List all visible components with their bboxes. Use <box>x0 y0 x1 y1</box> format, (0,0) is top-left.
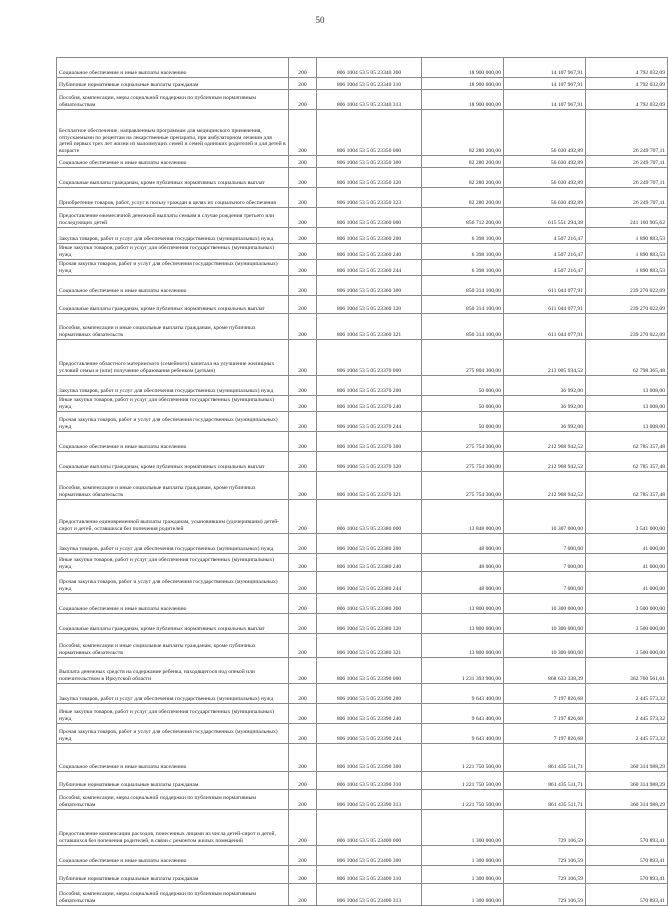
row-admin-code: 200 <box>289 78 317 90</box>
row-budget-code: 806 1004 53 5 05 23340 313 <box>317 90 422 110</box>
row-remainder-amount: 570 893,41 <box>586 884 668 906</box>
row-executed-amount: 36 992,00 <box>504 412 586 432</box>
table-row <box>57 846 668 866</box>
row-admin-code: 200 <box>289 846 317 866</box>
row-remainder-amount: 360 314 988,29 <box>586 790 668 810</box>
row-executed-amount: 7 000,00 <box>504 534 586 554</box>
table-row <box>57 500 668 534</box>
table-row <box>57 78 668 90</box>
table-row <box>57 432 668 452</box>
row-name: Предоставление компенсации расходов, понесенных лицами из числа детей-сирот и детей, оставшихся без попечения родителей, в связи с ремонтом жилых помещений <box>57 810 289 846</box>
row-remainder-amount: 1 890 883,53 <box>586 260 668 276</box>
row-executed-amount: 7 197 826,68 <box>504 684 586 704</box>
row-remainder-amount: 26 249 707,11 <box>586 156 668 168</box>
table-row <box>57 724 668 744</box>
row-name: Иные закупки товаров, работ и услуг для обеспечения государственных (муниципальных) нужд <box>57 554 289 572</box>
row-remainder-amount: 2 445 573,32 <box>586 684 668 704</box>
row-executed-amount: 14 107 967,91 <box>504 78 586 90</box>
row-executed-amount: 7 197 826,68 <box>504 724 586 744</box>
row-admin-code: 200 <box>289 188 317 208</box>
row-name: Предоставление областного материнского (семейного) капитала на улучшение жилищных условий семьи и (или) получение образования ребенком (детьми) <box>57 340 289 376</box>
row-admin-code: 200 <box>289 658 317 684</box>
row-remainder-amount: 13 008,00 <box>586 412 668 432</box>
row-name: Иные закупки товаров, работ и услуг для обеспечения государственных (муниципальных) нужд <box>57 244 289 260</box>
row-name: Социальное обеспечение и иные выплаты населению <box>57 594 289 614</box>
table-row <box>57 744 668 772</box>
row-admin-code: 200 <box>289 634 317 658</box>
row-budget-code: 806 1004 53 5 05 23390 240 <box>317 704 422 724</box>
row-name: Предоставление ежемесячной денежной выплаты семьям в случае рождения третьего или последующих детей <box>57 208 289 228</box>
row-planned-amount: 18 900 000,00 <box>422 90 504 110</box>
table-row <box>57 188 668 208</box>
row-planned-amount: 1 221 750 500,00 <box>422 790 504 810</box>
row-remainder-amount: 62 785 357,48 <box>586 472 668 500</box>
row-planned-amount: 48 000,00 <box>422 554 504 572</box>
row-admin-code: 200 <box>289 340 317 376</box>
row-executed-amount: 56 030 492,89 <box>504 188 586 208</box>
row-planned-amount: 18 900 000,00 <box>422 58 504 78</box>
row-planned-amount: 1 300 000,00 <box>422 866 504 884</box>
row-name: Приобретение товаров, работ, услуг в пользу граждан в целях их социального обеспечения <box>57 188 289 208</box>
row-remainder-amount: 26 249 707,11 <box>586 168 668 188</box>
row-admin-code: 200 <box>289 276 317 296</box>
row-budget-code: 806 1004 53 5 05 23390 313 <box>317 790 422 810</box>
row-name: Предоставление единовременной выплаты гражданам, усыновившим (удочерившим) детей-сирот и детей, оставшихся без попечения родителей <box>57 500 289 534</box>
row-remainder-amount: 41 000,00 <box>586 534 668 554</box>
row-budget-code: 806 1004 53 5 05 23370 240 <box>317 396 422 412</box>
row-executed-amount: 56 030 492,89 <box>504 168 586 188</box>
row-admin-code: 200 <box>289 90 317 110</box>
row-name: Публичные нормативные социальные выплаты гражданам <box>57 78 289 90</box>
page-number: 50 <box>315 15 325 25</box>
row-budget-code: 806 1004 53 5 05 23380 300 <box>317 594 422 614</box>
table-row <box>57 790 668 810</box>
row-planned-amount: 1 300 000,00 <box>422 810 504 846</box>
row-admin-code: 200 <box>289 554 317 572</box>
row-planned-amount: 850 314 100,00 <box>422 276 504 296</box>
row-planned-amount: 13 800 000,00 <box>422 614 504 634</box>
row-planned-amount: 9 643 400,00 <box>422 684 504 704</box>
row-budget-code: 806 1004 53 5 05 23360 240 <box>317 244 422 260</box>
row-admin-code: 200 <box>289 156 317 168</box>
row-budget-code: 806 1004 53 5 05 23400 000 <box>317 810 422 846</box>
row-name: Социальные выплаты гражданам, кроме публичных нормативных социальных выплат <box>57 168 289 188</box>
row-remainder-amount: 2 445 573,32 <box>586 704 668 724</box>
row-remainder-amount: 570 893,41 <box>586 846 668 866</box>
row-admin-code: 200 <box>289 396 317 412</box>
row-executed-amount: 4 507 216,47 <box>504 228 586 244</box>
table-row <box>57 208 668 228</box>
row-name: Закупка товаров, работ и услуг для обеспечения государственных (муниципальных) нужд <box>57 228 289 244</box>
row-name: Социальное обеспечение и иные выплаты населению <box>57 744 289 772</box>
row-admin-code: 200 <box>289 594 317 614</box>
row-remainder-amount: 62 785 357,48 <box>586 432 668 452</box>
row-budget-code: 806 1004 53 5 05 23390 310 <box>317 772 422 790</box>
row-budget-code: 806 1004 53 5 05 23400 310 <box>317 866 422 884</box>
row-admin-code: 200 <box>289 260 317 276</box>
table-row <box>57 452 668 472</box>
row-executed-amount: 56 030 492,89 <box>504 156 586 168</box>
row-planned-amount: 1 300 000,00 <box>422 884 504 906</box>
table-row <box>57 58 668 78</box>
row-name: Бесплатное обеспечение, направленным программам для медицинского применения, отпускаемыми по рецептам на лекарственные препараты, при амбулаторном лечении для детей первых трех лет жизни из малоимущих семей и семей одиноких родителей и для детей в возрасте <box>57 110 289 156</box>
table-row <box>57 260 668 276</box>
table-row <box>57 168 668 188</box>
row-budget-code: 806 1004 53 5 05 23340 300 <box>317 58 422 78</box>
row-executed-amount: 10 307 000,00 <box>504 500 586 534</box>
row-name: Социальное обеспечение и иные выплаты населению <box>57 156 289 168</box>
table-body <box>57 58 668 906</box>
row-name: Иные закупки товаров, работ и услуг для обеспечения государственных (муниципальных) нужд <box>57 396 289 412</box>
row-executed-amount: 611 044 077,91 <box>504 296 586 314</box>
row-name: Закупка товаров, работ и услуг для обеспечения государственных (муниципальных) нужд <box>57 684 289 704</box>
row-executed-amount: 861 435 511,71 <box>504 790 586 810</box>
row-executed-amount: 611 044 077,91 <box>504 314 586 340</box>
row-name: Социальные выплаты гражданам, кроме публичных нормативных социальных выплат <box>57 296 289 314</box>
row-name: Пособия, компенсации и иные социальные выплаты гражданам, кроме публичных нормативных обязательств <box>57 634 289 658</box>
row-budget-code: 806 1004 53 5 05 23390 000 <box>317 658 422 684</box>
row-remainder-amount: 3 500 000,00 <box>586 594 668 614</box>
row-name: Пособия, компенсации, меры социальной поддержки по публичным нормативным обязательствам <box>57 90 289 110</box>
row-executed-amount: 729 106,59 <box>504 884 586 906</box>
row-remainder-amount: 4 792 032,09 <box>586 78 668 90</box>
row-admin-code: 200 <box>289 452 317 472</box>
row-admin-code: 200 <box>289 884 317 906</box>
row-admin-code: 200 <box>289 704 317 724</box>
row-executed-amount: 729 106,59 <box>504 846 586 866</box>
row-name: Социальные выплаты гражданам, кроме публичных нормативных социальных выплат <box>57 614 289 634</box>
row-admin-code: 200 <box>289 534 317 554</box>
row-planned-amount: 50 000,00 <box>422 396 504 412</box>
table-row <box>57 594 668 614</box>
row-name: Прочая закупка товаров, работ и услуг для обеспечения государственных (муниципальных) нужд <box>57 412 289 432</box>
table-row <box>57 228 668 244</box>
row-planned-amount: 6 398 100,00 <box>422 244 504 260</box>
row-remainder-amount: 41 000,00 <box>586 572 668 594</box>
row-executed-amount: 611 044 077,91 <box>504 276 586 296</box>
row-remainder-amount: 13 008,00 <box>586 376 668 396</box>
row-remainder-amount: 241 160 905,62 <box>586 208 668 228</box>
row-admin-code: 200 <box>289 376 317 396</box>
row-budget-code: 806 1004 53 5 05 23390 244 <box>317 724 422 744</box>
row-admin-code: 200 <box>289 110 317 156</box>
row-remainder-amount: 26 249 707,11 <box>586 188 668 208</box>
row-executed-amount: 213 005 934,52 <box>504 340 586 376</box>
row-remainder-amount: 3 500 000,00 <box>586 634 668 658</box>
row-admin-code: 200 <box>289 432 317 452</box>
row-name: Прочая закупка товаров, работ и услуг для обеспечения государственных (муниципальных) нужд <box>57 260 289 276</box>
row-remainder-amount: 62 798 365,48 <box>586 340 668 376</box>
row-name: Пособия, компенсации, меры социальной поддержки по публичным нормативным обязательствам <box>57 884 289 906</box>
row-budget-code: 806 1004 53 5 05 23350 300 <box>317 156 422 168</box>
table-row <box>57 156 668 168</box>
table-row <box>57 658 668 684</box>
row-admin-code: 200 <box>289 866 317 884</box>
row-remainder-amount: 4 792 032,09 <box>586 90 668 110</box>
table-row <box>57 376 668 396</box>
row-planned-amount: 9 643 400,00 <box>422 724 504 744</box>
row-name: Публичные нормативные социальные выплаты гражданам <box>57 866 289 884</box>
row-remainder-amount: 3 500 000,00 <box>586 614 668 634</box>
row-budget-code: 806 1004 53 5 05 23350 323 <box>317 188 422 208</box>
row-planned-amount: 856 712 200,00 <box>422 208 504 228</box>
table-row <box>57 276 668 296</box>
row-planned-amount: 275 754 300,00 <box>422 452 504 472</box>
table-row <box>57 534 668 554</box>
row-admin-code: 200 <box>289 296 317 314</box>
row-executed-amount: 212 968 942,52 <box>504 432 586 452</box>
row-budget-code: 806 1004 53 5 05 23360 000 <box>317 208 422 228</box>
row-admin-code: 200 <box>289 724 317 744</box>
row-budget-code: 806 1004 53 5 05 23360 200 <box>317 228 422 244</box>
row-executed-amount: 56 030 492,89 <box>504 110 586 156</box>
row-name: Пособия, компенсации и иные социальные выплаты гражданам, кроме публичных нормативных обязательств <box>57 314 289 340</box>
row-executed-amount: 36 992,00 <box>504 376 586 396</box>
row-executed-amount: 4 507 216,47 <box>504 244 586 260</box>
row-planned-amount: 6 398 100,00 <box>422 260 504 276</box>
row-budget-code: 806 1004 53 5 05 23360 320 <box>317 296 422 314</box>
row-admin-code: 200 <box>289 684 317 704</box>
row-name: Социальное обеспечение и иные выплаты населению <box>57 432 289 452</box>
row-planned-amount: 13 800 000,00 <box>422 634 504 658</box>
row-remainder-amount: 570 893,41 <box>586 866 668 884</box>
row-name: Закупка товаров, работ и услуг для обеспечения государственных (муниципальных) нужд <box>57 376 289 396</box>
row-budget-code: 806 1004 53 5 05 23370 244 <box>317 412 422 432</box>
row-executed-amount: 4 507 216,47 <box>504 260 586 276</box>
row-planned-amount: 275 754 300,00 <box>422 432 504 452</box>
row-executed-amount: 36 992,00 <box>504 396 586 412</box>
row-admin-code: 200 <box>289 228 317 244</box>
table-row <box>57 614 668 634</box>
row-name: Пособия, компенсации, меры социальной поддержки по публичным нормативным обязательствам <box>57 790 289 810</box>
row-planned-amount: 48 000,00 <box>422 534 504 554</box>
table-row <box>57 684 668 704</box>
row-admin-code: 200 <box>289 314 317 340</box>
row-budget-code: 806 1004 53 5 05 23350 000 <box>317 110 422 156</box>
row-admin-code: 200 <box>289 244 317 260</box>
table-row <box>57 244 668 260</box>
row-admin-code: 200 <box>289 208 317 228</box>
row-planned-amount: 13 800 000,00 <box>422 594 504 614</box>
row-planned-amount: 275 754 300,00 <box>422 472 504 500</box>
row-remainder-amount: 1 890 883,53 <box>586 244 668 260</box>
row-budget-code: 806 1004 53 5 05 23360 244 <box>317 260 422 276</box>
row-budget-code: 806 1004 53 5 05 23390 200 <box>317 684 422 704</box>
row-budget-code: 806 1004 53 5 05 23400 313 <box>317 884 422 906</box>
row-executed-amount: 10 300 000,00 <box>504 614 586 634</box>
row-planned-amount: 6 398 100,00 <box>422 228 504 244</box>
row-planned-amount: 82 280 200,00 <box>422 188 504 208</box>
row-admin-code: 200 <box>289 572 317 594</box>
row-executed-amount: 868 633 338,39 <box>504 658 586 684</box>
table-row <box>57 90 668 110</box>
row-admin-code: 200 <box>289 790 317 810</box>
row-remainder-amount: 362 760 561,61 <box>586 658 668 684</box>
row-planned-amount: 50 000,00 <box>422 412 504 432</box>
table-row <box>57 884 668 906</box>
row-planned-amount: 1 221 750 500,00 <box>422 772 504 790</box>
row-name: Социальные выплаты гражданам, кроме публичных нормативных социальных выплат <box>57 452 289 472</box>
row-planned-amount: 850 314 100,00 <box>422 314 504 340</box>
row-executed-amount: 14 107 967,91 <box>504 58 586 78</box>
row-name: Социальное обеспечение и иные выплаты населению <box>57 58 289 78</box>
row-remainder-amount: 2 445 573,32 <box>586 724 668 744</box>
row-executed-amount: 861 435 511,71 <box>504 772 586 790</box>
row-planned-amount: 275 804 300,00 <box>422 340 504 376</box>
row-budget-code: 806 1004 53 5 05 23400 300 <box>317 846 422 866</box>
row-name: Иные закупки товаров, работ и услуг для обеспечения государственных (муниципальных) нужд <box>57 704 289 724</box>
row-remainder-amount: 62 785 357,48 <box>586 452 668 472</box>
row-planned-amount: 1 300 000,00 <box>422 846 504 866</box>
row-budget-code: 806 1004 53 5 05 23340 310 <box>317 78 422 90</box>
row-name: Социальное обеспечение и иные выплаты населению <box>57 846 289 866</box>
table-row <box>57 314 668 340</box>
row-budget-code: 806 1004 53 5 05 23360 300 <box>317 276 422 296</box>
row-budget-code: 806 1004 53 5 05 23390 300 <box>317 744 422 772</box>
table-row <box>57 772 668 790</box>
row-planned-amount: 1 231 393 900,00 <box>422 658 504 684</box>
row-name: Выплата денежных средств на содержание ребенка, находящегося под опекой или попечительством в Иркутской области <box>57 658 289 684</box>
row-executed-amount: 861 435 511,71 <box>504 744 586 772</box>
row-budget-code: 806 1004 53 5 05 23370 321 <box>317 472 422 500</box>
table-row <box>57 396 668 412</box>
row-budget-code: 806 1004 53 5 05 23380 244 <box>317 572 422 594</box>
row-remainder-amount: 13 008,00 <box>586 396 668 412</box>
row-remainder-amount: 239 270 022,09 <box>586 314 668 340</box>
budget-execution-table <box>56 57 668 906</box>
row-executed-amount: 10 300 000,00 <box>504 634 586 658</box>
row-budget-code: 806 1004 53 5 05 23350 320 <box>317 168 422 188</box>
row-budget-code: 806 1004 53 5 05 23360 321 <box>317 314 422 340</box>
row-executed-amount: 615 551 294,38 <box>504 208 586 228</box>
row-executed-amount: 10 300 000,00 <box>504 594 586 614</box>
table-row <box>57 472 668 500</box>
row-planned-amount: 50 000,00 <box>422 376 504 396</box>
row-name: Закупка товаров, работ и услуг для обеспечения государственных (муниципальных) нужд <box>57 534 289 554</box>
row-budget-code: 806 1004 53 5 05 23370 320 <box>317 452 422 472</box>
row-budget-code: 806 1004 53 5 05 23370 000 <box>317 340 422 376</box>
row-budget-code: 806 1004 53 5 05 23370 300 <box>317 432 422 452</box>
row-remainder-amount: 570 893,41 <box>586 810 668 846</box>
row-remainder-amount: 239 270 022,09 <box>586 276 668 296</box>
row-budget-code: 806 1004 53 5 05 23380 321 <box>317 634 422 658</box>
table-row <box>57 866 668 884</box>
row-budget-code: 806 1004 53 5 05 23370 200 <box>317 376 422 396</box>
row-admin-code: 200 <box>289 614 317 634</box>
row-remainder-amount: 4 792 032,09 <box>586 58 668 78</box>
row-executed-amount: 212 968 942,52 <box>504 452 586 472</box>
row-admin-code: 200 <box>289 412 317 432</box>
row-executed-amount: 212 968 942,52 <box>504 472 586 500</box>
table-row <box>57 634 668 658</box>
row-planned-amount: 82 280 200,00 <box>422 156 504 168</box>
row-admin-code: 200 <box>289 472 317 500</box>
row-remainder-amount: 1 890 883,53 <box>586 228 668 244</box>
row-remainder-amount: 360 314 988,29 <box>586 744 668 772</box>
row-planned-amount: 18 900 000,00 <box>422 78 504 90</box>
row-remainder-amount: 239 270 022,09 <box>586 296 668 314</box>
row-name: Прочая закупка товаров, работ и услуг для обеспечения государственных (муниципальных) нужд <box>57 724 289 744</box>
table-row <box>57 412 668 432</box>
row-planned-amount: 850 314 100,00 <box>422 296 504 314</box>
row-planned-amount: 82 280 200,00 <box>422 110 504 156</box>
row-remainder-amount: 26 249 707,11 <box>586 110 668 156</box>
row-executed-amount: 7 000,00 <box>504 572 586 594</box>
row-budget-code: 806 1004 53 5 05 23380 320 <box>317 614 422 634</box>
row-admin-code: 200 <box>289 810 317 846</box>
row-name: Пособия, компенсации и иные социальные выплаты гражданам, кроме публичных нормативных обязательств <box>57 472 289 500</box>
table-row <box>57 572 668 594</box>
row-admin-code: 200 <box>289 58 317 78</box>
table-row <box>57 704 668 724</box>
row-budget-code: 806 1004 53 5 05 23380 200 <box>317 534 422 554</box>
row-name: Социальное обеспечение и иные выплаты населению <box>57 276 289 296</box>
row-budget-code: 806 1004 53 5 05 23380 240 <box>317 554 422 572</box>
row-remainder-amount: 41 000,00 <box>586 554 668 572</box>
table-row <box>57 554 668 572</box>
row-executed-amount: 729 106,59 <box>504 866 586 884</box>
row-planned-amount: 13 848 000,00 <box>422 500 504 534</box>
row-planned-amount: 48 000,00 <box>422 572 504 594</box>
row-planned-amount: 9 643 400,00 <box>422 704 504 724</box>
row-budget-code: 806 1004 53 5 05 23380 000 <box>317 500 422 534</box>
row-remainder-amount: 3 541 000,00 <box>586 500 668 534</box>
row-executed-amount: 14 107 967,91 <box>504 90 586 110</box>
row-executed-amount: 7 197 826,68 <box>504 704 586 724</box>
table-row <box>57 810 668 846</box>
row-admin-code: 200 <box>289 772 317 790</box>
row-planned-amount: 82 280 200,00 <box>422 168 504 188</box>
row-name: Публичные нормативные социальные выплаты гражданам <box>57 772 289 790</box>
row-executed-amount: 729 106,59 <box>504 810 586 846</box>
row-executed-amount: 7 000,00 <box>504 554 586 572</box>
table-row <box>57 110 668 156</box>
row-name: Прочая закупка товаров, работ и услуг для обеспечения государственных (муниципальных) нужд <box>57 572 289 594</box>
table-row <box>57 340 668 376</box>
row-remainder-amount: 360 314 988,29 <box>586 772 668 790</box>
row-planned-amount: 1 221 750 500,00 <box>422 744 504 772</box>
row-admin-code: 200 <box>289 500 317 534</box>
row-admin-code: 200 <box>289 168 317 188</box>
table-row <box>57 296 668 314</box>
row-admin-code: 200 <box>289 744 317 772</box>
